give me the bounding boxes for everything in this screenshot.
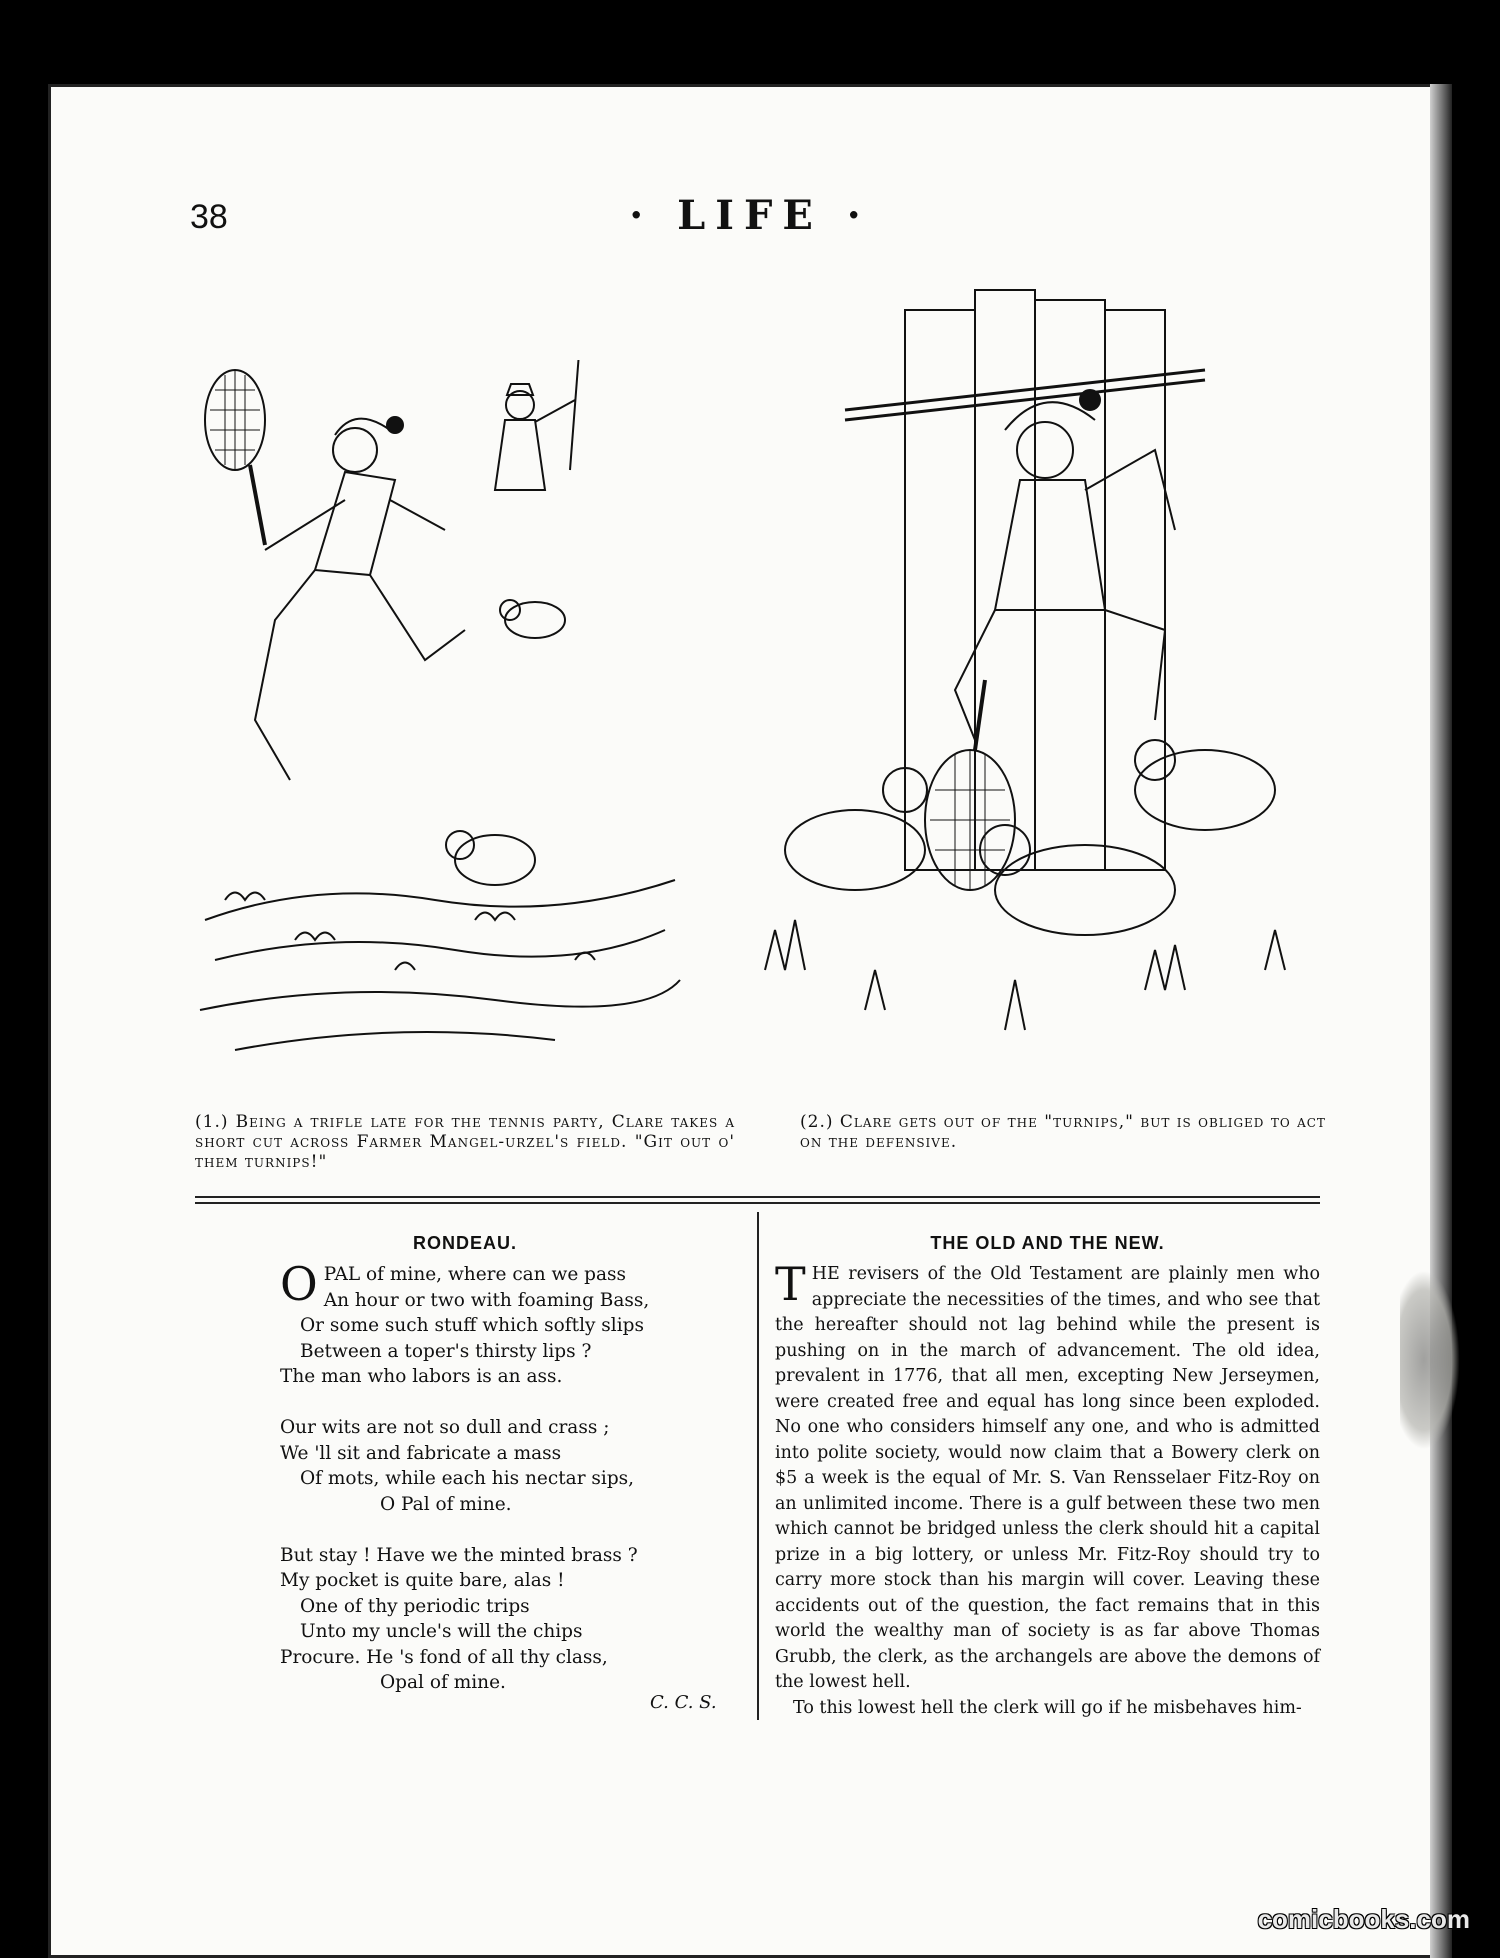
poem-line: O Pal of mine. [380,1493,512,1515]
poem-dropcap: O [280,1257,318,1311]
poem-line: One of thy periodic trips [300,1595,530,1617]
essay-body [775,1257,1320,1721]
poem-line: Or some such stuff which softly slips [300,1315,644,1336]
poem-signature: C. C. S. [650,1692,717,1713]
essay-paragraph-2: To this lowest hell the clerk will go if he misbehaves him- [793,1697,1302,1718]
illustration-clare-defensive-drawing [745,270,1335,1090]
rondeau-poem [280,1257,740,1696]
poem-line: PAL of mine, where can we pass [323,1264,627,1285]
poem-lines [280,1257,740,1696]
illustration-clare-running-drawing [195,360,685,1060]
illustration-clare-running [195,360,685,1060]
poem-line: My pocket is quite bare, alas ! [280,1570,565,1591]
double-rule-top [195,1196,1320,1198]
poem-line: But stay ! Have we the minted brass ? [280,1544,638,1566]
caption-illustration-1: (1.) Being a trifle late for the tennis party, Clare takes a short cut across Farmer Mangel-urzel's field. "Git out o' them turnips!" [195,1112,735,1172]
double-rule-bottom [195,1202,1320,1204]
poem-line: Our wits are not so dull and crass ; [280,1417,610,1438]
poem-line: Opal of mine. [380,1672,506,1693]
caption-illustration-2: (2.) Clare gets out of the "turnips," but is obliged to act on the defensive. [800,1112,1326,1152]
poem-line: The man who labors is an ass. [280,1366,563,1387]
essay-dropcap: T [775,1257,806,1311]
poem-line: An hour or two with foaming Bass, [323,1289,650,1311]
rondeau-title: RONDEAU. [412,1233,517,1253]
page-spine-edge [1430,84,1452,1958]
poem-line: Procure. He 's fond of all thy class, [280,1646,608,1668]
column-divider [757,1212,759,1720]
poem-line: Unto my uncle's will the chips [300,1621,583,1642]
paper-stain [1400,1270,1460,1450]
watermark-logo: comicbooks.com [1257,1904,1470,1934]
poem-line: Of mots, while each his nectar sips, [300,1468,635,1489]
essay-title: THE OLD AND THE NEW. [930,1233,1165,1253]
illustration-clare-defensive [745,270,1335,1090]
stanza-break [280,1517,740,1543]
masthead-title: · LIFE · [629,192,871,239]
poem-line: Between a toper's thirsty lips ? [300,1340,592,1362]
page-number: 38 [190,198,228,236]
poem-line: We 'll sit and fabricate a mass [280,1442,562,1464]
essay-paragraph-1: HE revisers of the Old Testament are plainly men who appreciate the necessities of the times, and who see that the hereafter should not lag behind while the present is pushing on in the march of advancement. The old idea, prevalent in 1776, that all men, excepting New Jerseymen, were created free and equal has long since been exploded. No one who considers himself any one, and who is admitted into polite society, would now claim that a Bowery clerk on $5 a week is the equal of Mr. S. Van Rensselaer Fitz-Roy on an unlimited income. There is a gulf between these two men which cannot be bridged unless the clerk should hit a capital prize in a big lottery, or unless Mr. Fitz-Roy should try to carry more stock than his margin will cover. Leaving these accidents out of the question, the fact remains that in this world the wealthy man of society is as far above Thomas Grubb, the clerk, as the archangels are above the demons of the lowest hell. [775,1264,1320,1692]
stanza-break [280,1390,740,1416]
